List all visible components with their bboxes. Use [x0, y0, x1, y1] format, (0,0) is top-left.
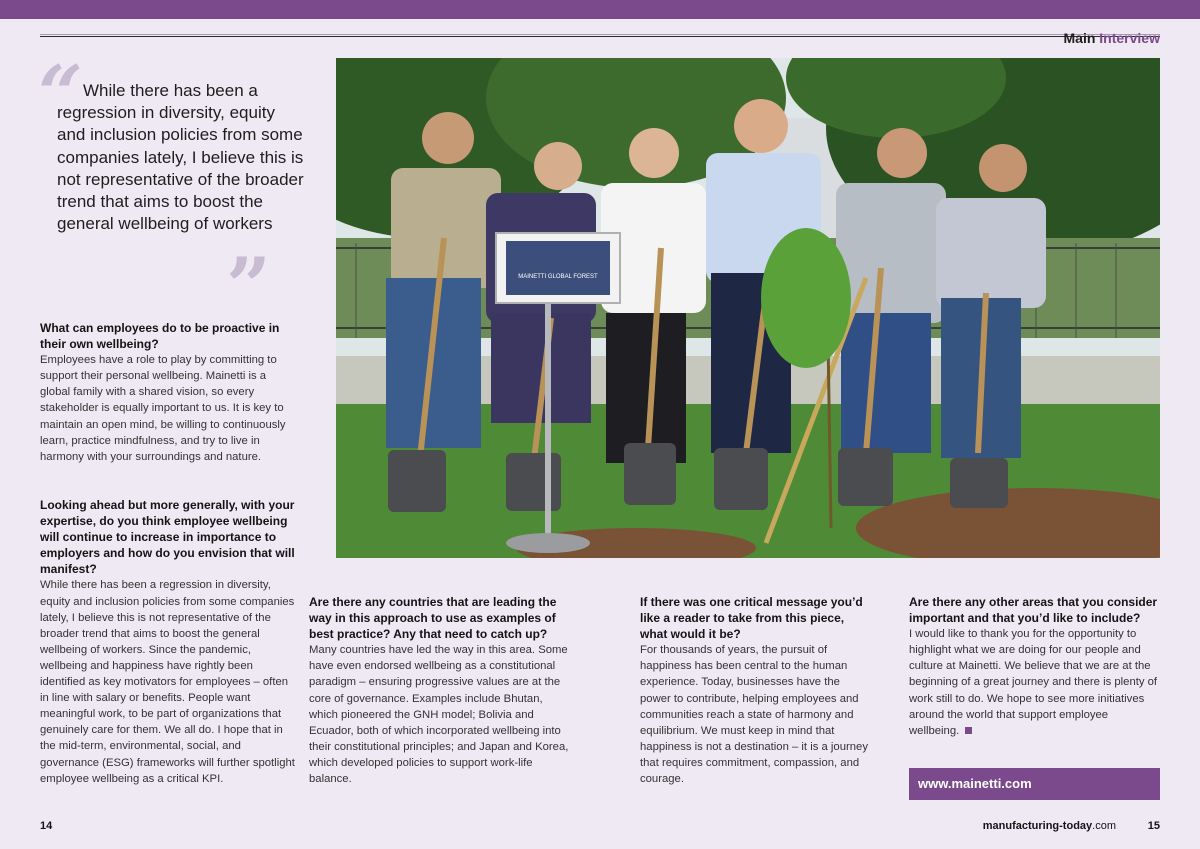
top-accent-bar — [0, 0, 1200, 19]
pull-quote-text: While there has been a regression in diversity, equity and inclusion policies from some companies lately, I believe this is not representative of the broader trend that aims to boost the general wellbeing of workers — [57, 81, 304, 234]
question-5: Are there any other areas that you consider important and that you’d like to include? — [909, 595, 1158, 626]
qa-block-4 — [640, 594, 870, 787]
qa-block-5 — [909, 594, 1161, 739]
page-number-right: 15 — [1147, 820, 1160, 832]
section-label-main: Main — [1063, 30, 1096, 46]
qa-block-1 — [40, 320, 296, 465]
question-3: Are there any countries that are leading the way in this approach to use as examples of best practice? Any that need to catch up? — [309, 595, 557, 642]
footer-site-name — [983, 820, 1116, 832]
answer-1: Employees have a role to play by committing to support their personal wellbeing. Mainetti is a global family with a shared vision, so every stakeholder is equally important to us. It is key to maintain an open mind, be willing to continuously learn, practice mindfulness, and try to live in harmony with your surroundings and nature. — [40, 354, 286, 463]
tree-planting-photo — [336, 58, 1160, 558]
open-quote-icon: “ — [38, 49, 83, 140]
header-rule — [40, 36, 1160, 37]
question-2: Looking ahead but more generally, with your expertise, do you think employee wellbeing will continue to increase in importance to employers and how do you envision that will manifest? — [40, 498, 295, 577]
qa-block-2 — [40, 497, 296, 787]
answer-5-paragraph — [909, 626, 1161, 739]
close-quote-icon: ” — [226, 241, 271, 332]
website-link[interactable]: www.mainetti.com — [909, 768, 1160, 800]
end-mark-icon — [965, 727, 972, 734]
answer-5: I would like to thank you for the opportunity to highlight what we are doing for our people and culture at Mainetti. We believe that we are at the beginning of a great journey and there is plenty of work still to do. We hope to see more initiatives around the world that support employee wellbeing. — [909, 628, 1158, 737]
answer-3: Many countries have led the way in this area. Some have even endorsed wellbeing as a constitutional paradigm – ensuring progressive values are at the core of governance. Examples include Bhutan, which pioneered the GNH model; Bolivia and Ecuador, both of which incorporated wellbeing into their constitutional principles; and Japan and Korea, which developed policies to support work-life balance. — [309, 644, 569, 786]
qa-block-3 — [309, 594, 569, 787]
question-4: If there was one critical message you’d like a reader to take from this piece, what would it be? — [640, 595, 863, 642]
header-rule-light — [40, 34, 1160, 35]
question-1: What can employees do to be proactive in their own wellbeing? — [40, 321, 280, 352]
section-label-accent: Interview — [1099, 30, 1160, 46]
page-number-left: 14 — [40, 820, 53, 832]
photo-illustration — [336, 58, 1160, 558]
section-label — [1064, 30, 1160, 46]
footer-site-tld: .com — [1092, 820, 1116, 832]
answer-4: For thousands of years, the pursuit of happiness has been central to the human experience. Today, businesses have the power to contribute, helping employees and communities reach a state of harmony and equilibrium. We must keep in mind that happiness is not a destination – it is a journey that requires commitment, compassion, and courage. — [640, 644, 868, 786]
plaque-title: MAINETTI GLOBAL FOREST — [518, 274, 598, 280]
footer-site-main: manufacturing-today — [982, 820, 1093, 832]
answer-2: While there has been a regression in diversity, equity and inclusion policies from some companies lately, I believe this is not representative of the broader trend that aims to boost the general wellbeing of workers. Since the pandemic, wellbeing and happiness have rightly been identified as key motivators for employees – often in line with salary or benefits. People want meaningful work, to be part of organizations that genuinely care for them. We all do. I hope that in the mid-term, environmental, social, and governance (ESG) frameworks will further spotlight employee wellbeing as a critical KPI. — [40, 579, 295, 785]
